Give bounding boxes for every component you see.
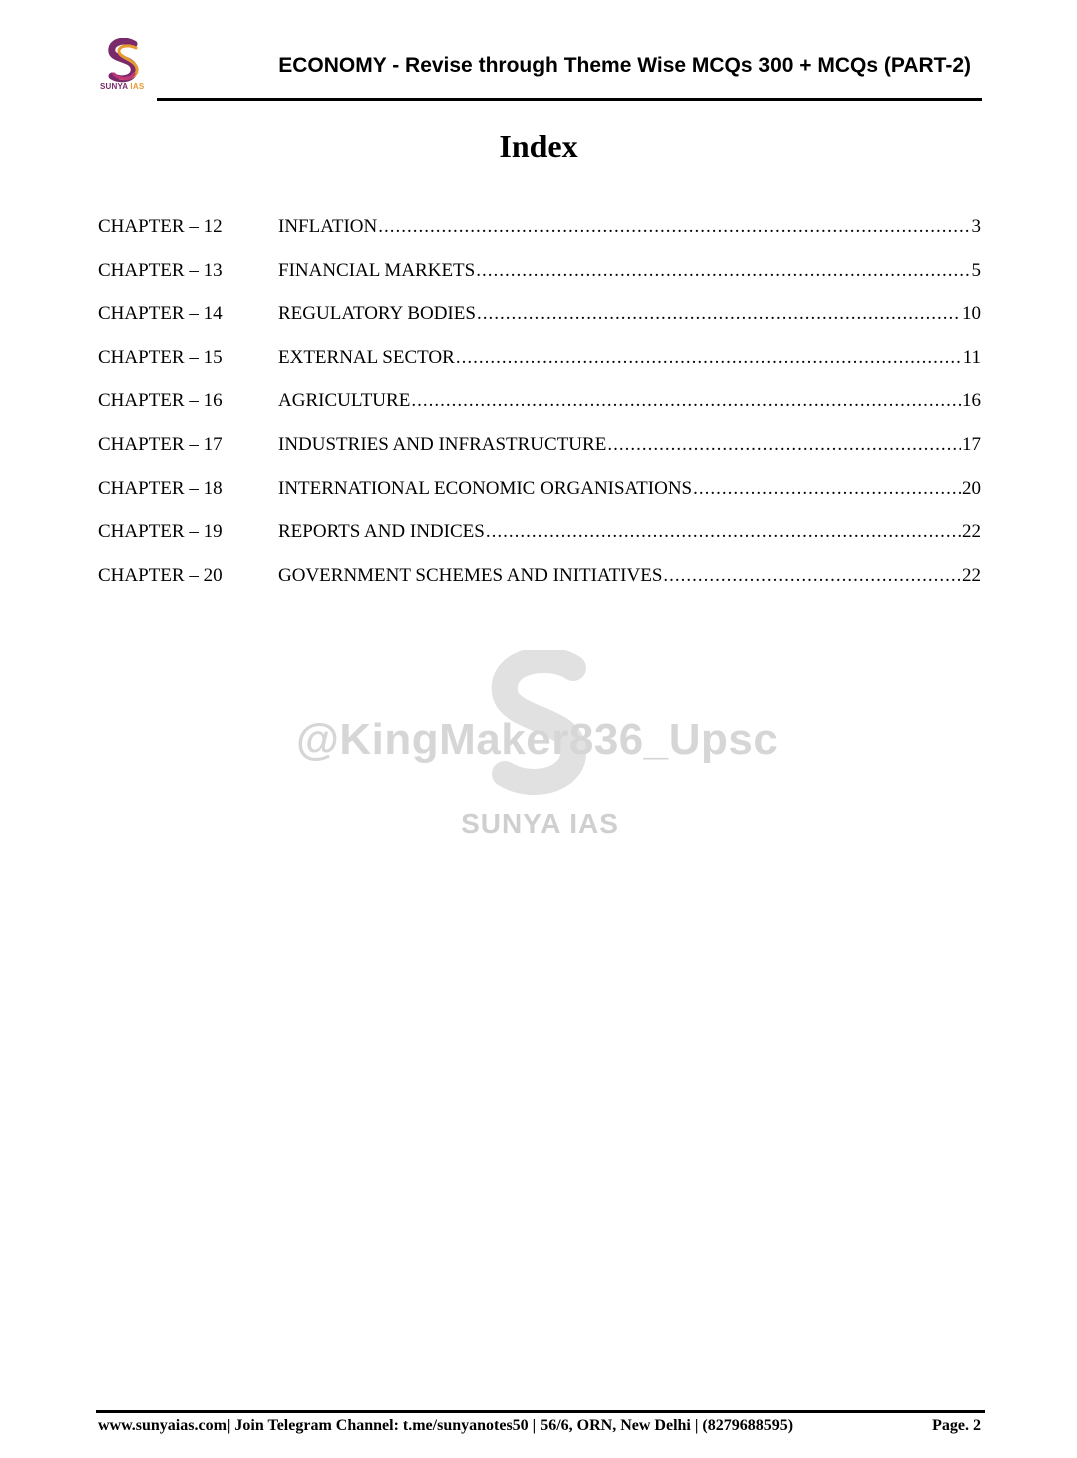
toc-page-number: 16	[962, 390, 981, 412]
toc-row	[98, 478, 981, 522]
toc-chapter-label: CHAPTER – 13	[98, 259, 223, 281]
toc-chapter-label: CHAPTER – 14	[98, 303, 223, 325]
toc-row	[98, 347, 981, 391]
toc-title: FINANCIAL MARKETS	[278, 259, 476, 281]
toc-page-number: 11	[962, 346, 981, 368]
toc-entry-link[interactable]	[278, 521, 981, 543]
toc-row	[98, 521, 981, 565]
toc-title: INFLATION	[278, 216, 378, 237]
toc-page-number: 17	[962, 433, 981, 455]
toc-title: AGRICULTURE	[278, 390, 411, 412]
toc-leader-dots	[411, 390, 961, 412]
index-title: Index	[499, 128, 578, 164]
toc-entry-link[interactable]	[278, 478, 981, 500]
toc-row	[98, 303, 981, 347]
toc-chapter-label: CHAPTER – 18	[98, 477, 223, 499]
toc-chapter-label: CHAPTER – 15	[98, 346, 223, 368]
toc-chapter-label: CHAPTER – 17	[98, 433, 223, 455]
toc-chapter-label: CHAPTER – 16	[98, 390, 223, 412]
toc-leader-dots	[693, 478, 961, 500]
toc-leader-dots	[486, 521, 961, 543]
toc-chapter-label: CHAPTER – 19	[98, 521, 223, 543]
toc-entry-link[interactable]	[278, 347, 981, 369]
toc-leader-dots	[456, 347, 962, 369]
toc-page-number: 22	[962, 564, 981, 586]
toc-entry-link[interactable]	[278, 434, 981, 456]
toc-title: INTERNATIONAL ECONOMIC ORGANISATIONS	[278, 477, 693, 499]
toc-entry-link[interactable]	[278, 260, 981, 282]
toc-leader-dots	[476, 260, 970, 282]
toc-leader-dots	[663, 565, 961, 587]
toc-title: GOVERNMENT SCHEMES AND INITIATIVES	[278, 564, 663, 586]
footer-page-number: Page. 2	[932, 1417, 981, 1434]
toc-row	[98, 390, 981, 434]
toc-page-number: 22	[962, 521, 981, 543]
toc-entry-link[interactable]	[278, 390, 981, 412]
toc-leader-dots	[607, 434, 961, 456]
toc-title: INDUSTRIES AND INFRASTRUCTURE	[278, 433, 607, 455]
toc-page-number: 10	[962, 303, 981, 325]
footer-rule	[96, 1410, 985, 1413]
toc-row	[98, 216, 981, 260]
toc-title: REPORTS AND INDICES	[278, 521, 485, 543]
watermark-handle: @KingMaker836_Upsc	[296, 715, 779, 764]
toc-leader-dots	[477, 303, 961, 325]
toc-entry-link[interactable]	[278, 303, 981, 325]
toc-title: EXTERNAL SECTOR	[278, 346, 455, 368]
toc-page-number: 5	[971, 259, 981, 281]
toc-row	[98, 260, 981, 304]
watermark-logo-icon	[465, 650, 615, 800]
toc-leader-dots	[378, 216, 970, 238]
logo-text: SUNYA IAS	[100, 82, 145, 91]
watermark-brand: SUNYA IAS	[461, 808, 619, 839]
toc-chapter-label: CHAPTER – 12	[98, 216, 223, 237]
table-of-contents	[98, 216, 981, 608]
header-title: ECONOMY - Revise through Theme Wise MCQs 300 + MCQs (PART-2)	[278, 54, 971, 77]
toc-page-number: 3	[971, 216, 981, 237]
toc-title: REGULATORY BODIES	[278, 303, 476, 325]
watermark	[280, 650, 800, 850]
header-rule	[157, 98, 982, 101]
footer-text: www.sunyaias.com| Join Telegram Channel: t.me/sunyanotes50 | 56/6, ORN, New Delhi | (8279688595)	[98, 1417, 794, 1434]
toc-entry-link[interactable]	[278, 216, 981, 238]
toc-row	[98, 434, 981, 478]
toc-page-number: 20	[962, 477, 981, 499]
toc-chapter-label: CHAPTER – 20	[98, 564, 223, 586]
toc-entry-link[interactable]	[278, 565, 981, 587]
toc-row	[98, 565, 981, 609]
